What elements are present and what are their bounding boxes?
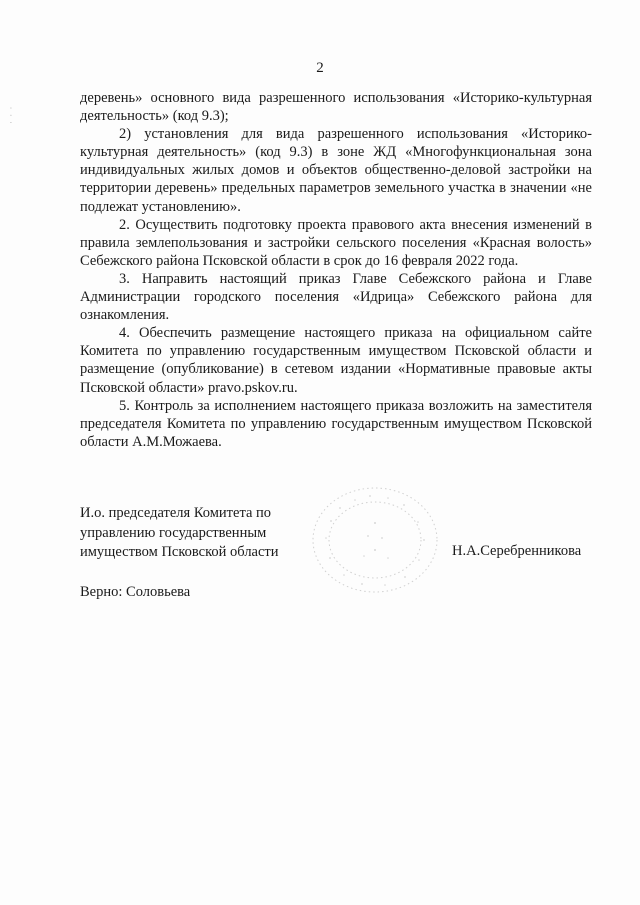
- signatory-position-line-1: И.о. председателя Комитета по: [80, 505, 272, 521]
- paragraph-point-2: 2. Осуществить подготовку проекта правового акта внесения изменений в правила землепользования и застройки сельского поселения «Красная волость» Себежского района Псковской области в срок до 16 февраля 2022 года.: [80, 216, 592, 269]
- margin-scan-mark: · · ·: [6, 105, 16, 124]
- paragraph-point-3: 3. Направить настоящий приказ Главе Себежского района и Главе Администрации городского поселения «Идрица» Себежского района для ознакомления.: [80, 270, 592, 324]
- signatory-position: [80, 504, 279, 563]
- paragraph-point-5: 5. Контроль за исполнением настоящего приказа возложить на заместителя председателя Комитета по управлению государственным имуществом Псковской области А.М.Можаева.: [80, 397, 592, 450]
- signatory-position-line-2: управлению государственным: [80, 524, 267, 541]
- document-body: [80, 89, 592, 451]
- official-stamp: [300, 478, 450, 598]
- signatory-position-line-3: имуществом Псковской области: [80, 544, 279, 560]
- page-number: 2: [316, 60, 324, 76]
- paragraph-continuation: деревень» основного вида разрешенного использования «Историко-культурная деятельность» (код 9.3);: [80, 90, 592, 125]
- paragraph-item-2: 2) установления для вида разрешенного использования «Историко-культурная деятельность» (код 9.3) в зоне ЖД «Многофункциональная зона индивидуальных жилых домов и объектов общественно-деловой застройки на территории деревень» предельных параметров земельного участка в значении «не подлежат установлению».: [80, 126, 592, 215]
- certification-note: Верно: Соловьева: [80, 584, 191, 600]
- signatory-name: Н.А.Серебренникова: [452, 543, 582, 559]
- paragraph-point-4: 4. Обеспечить размещение настоящего приказа на официальном сайте Комитета по управлению государственным имуществом Псковской области и размещение (опубликование) в сетевом издании «Нормативные правовые акты Псковской области» pravo.pskov.ru.: [80, 325, 592, 396]
